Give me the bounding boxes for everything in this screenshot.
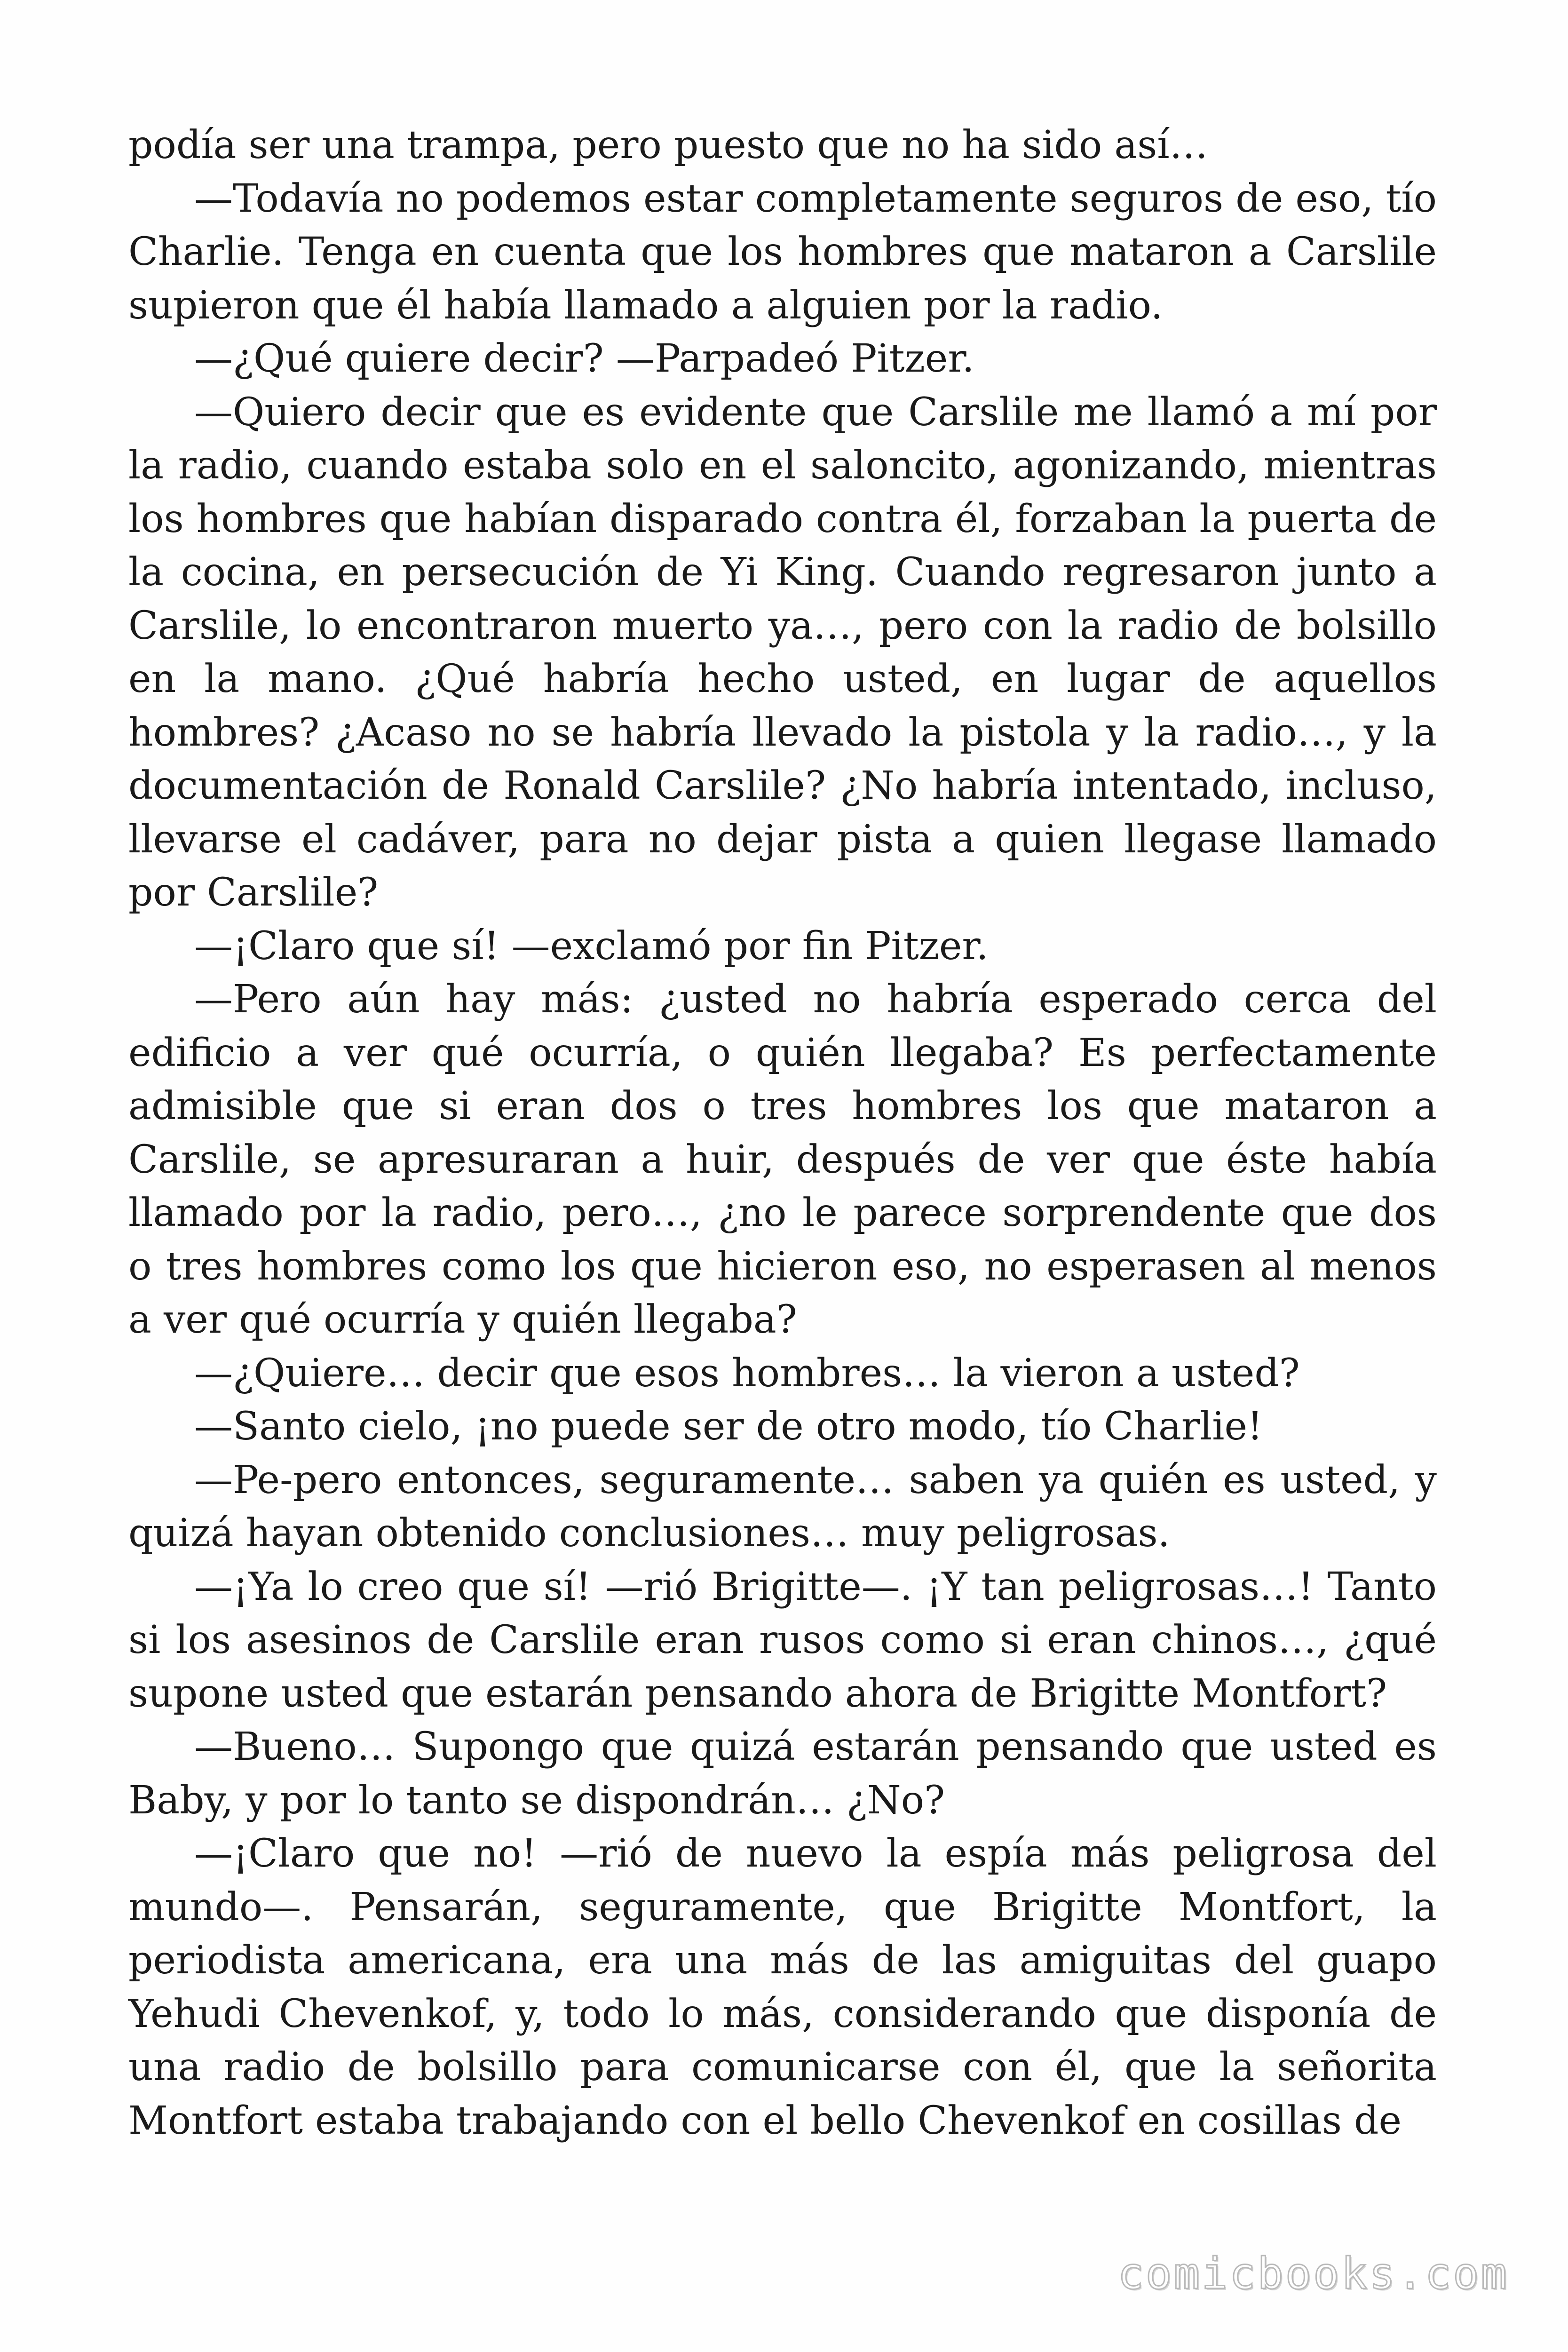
paragraph: —Todavía no podemos estar completamente seguros de eso, tío Charlie. Tenga en cuenta que los hombres que mataron a Carslile supieron que él había llamado a alguien por la radio.	[128, 176, 1437, 328]
watermark: comicbooks.com	[1117, 2249, 1509, 2299]
paragraph: —Santo cielo, ¡no puede ser de otro modo, tío Charlie!	[194, 1404, 1263, 1449]
paragraph: —Quiero decir que es evidente que Carslile me llamó a mí por la radio, cuando estaba solo en el saloncito, agonizando, mientras los hombres que habían disparado contra él, forzaban la puerta de la cocina, en persecución de Yi King. Cuando regresaron junto a Carslile, lo encontraron muerto ya…, pero con la radio de bolsillo en la mano. ¿Qué habría hecho usted, en lugar de aquellos hombres? ¿Acaso no se habría llevado la pistola y la radio…, y la documentación de Ronald Carslile? ¿No habría intentado, incluso, llevarse el cadáver, para no dejar pista a quien llegase llamado por Carslile?	[128, 389, 1437, 915]
paragraph: —¿Qué quiere decir? —Parpadeó Pitzer.	[194, 336, 974, 381]
paragraph: —Pero aún hay más: ¿usted no habría esperado cerca del edificio a ver qué ocurría, o quién llegaba? Es perfectamente admisible que si eran dos o tres hombres los que mataron a Carslile, se apresuraran a huir, después de ver que éste había llamado por la radio, pero…, ¿no le parece sorprendente que dos o tres hombres como los que hicieron eso, no esperasen al menos a ver qué ocurría y quién llegaba?	[128, 977, 1437, 1342]
paragraph: podía ser una trampa, pero puesto que no ha sido así…	[128, 123, 1208, 167]
paragraph: —¡Claro que sí! —exclamó por fin Pitzer.	[194, 923, 989, 969]
body-text	[128, 119, 1437, 2147]
paragraph: —Pe-pero entonces, seguramente… saben ya quién es usted, y quizá hayan obtenido conclusiones… muy peligrosas.	[128, 1457, 1437, 1556]
paragraph: —¡Claro que no! —rió de nuevo la espía más peligrosa del mundo—. Pensarán, seguramente, que Brigitte Montfort, la periodista americana, era una más de las amiguitas del guapo Yehudi Chevenkof, y, todo lo más, considerando que disponía de una radio de bolsillo para comunicarse con él, que la señorita Montfort estaba trabajando con el bello Chevenkof en cosillas de	[128, 1831, 1437, 2143]
paragraph: —¡Ya lo creo que sí! —rió Brigitte—. ¡Y tan peligrosas…! Tanto si los asesinos de Carslile eran rusos como si eran chinos…, ¿qué supone usted que estarán pensando ahora de Brigitte Montfort?	[128, 1564, 1437, 1716]
paragraph: —Bueno… Supongo que quizá estarán pensando que usted es Baby, y por lo tanto se dispondrán… ¿No?	[128, 1724, 1437, 1823]
paragraph: —¿Quiere… decir que esos hombres… la vieron a usted?	[194, 1351, 1300, 1396]
